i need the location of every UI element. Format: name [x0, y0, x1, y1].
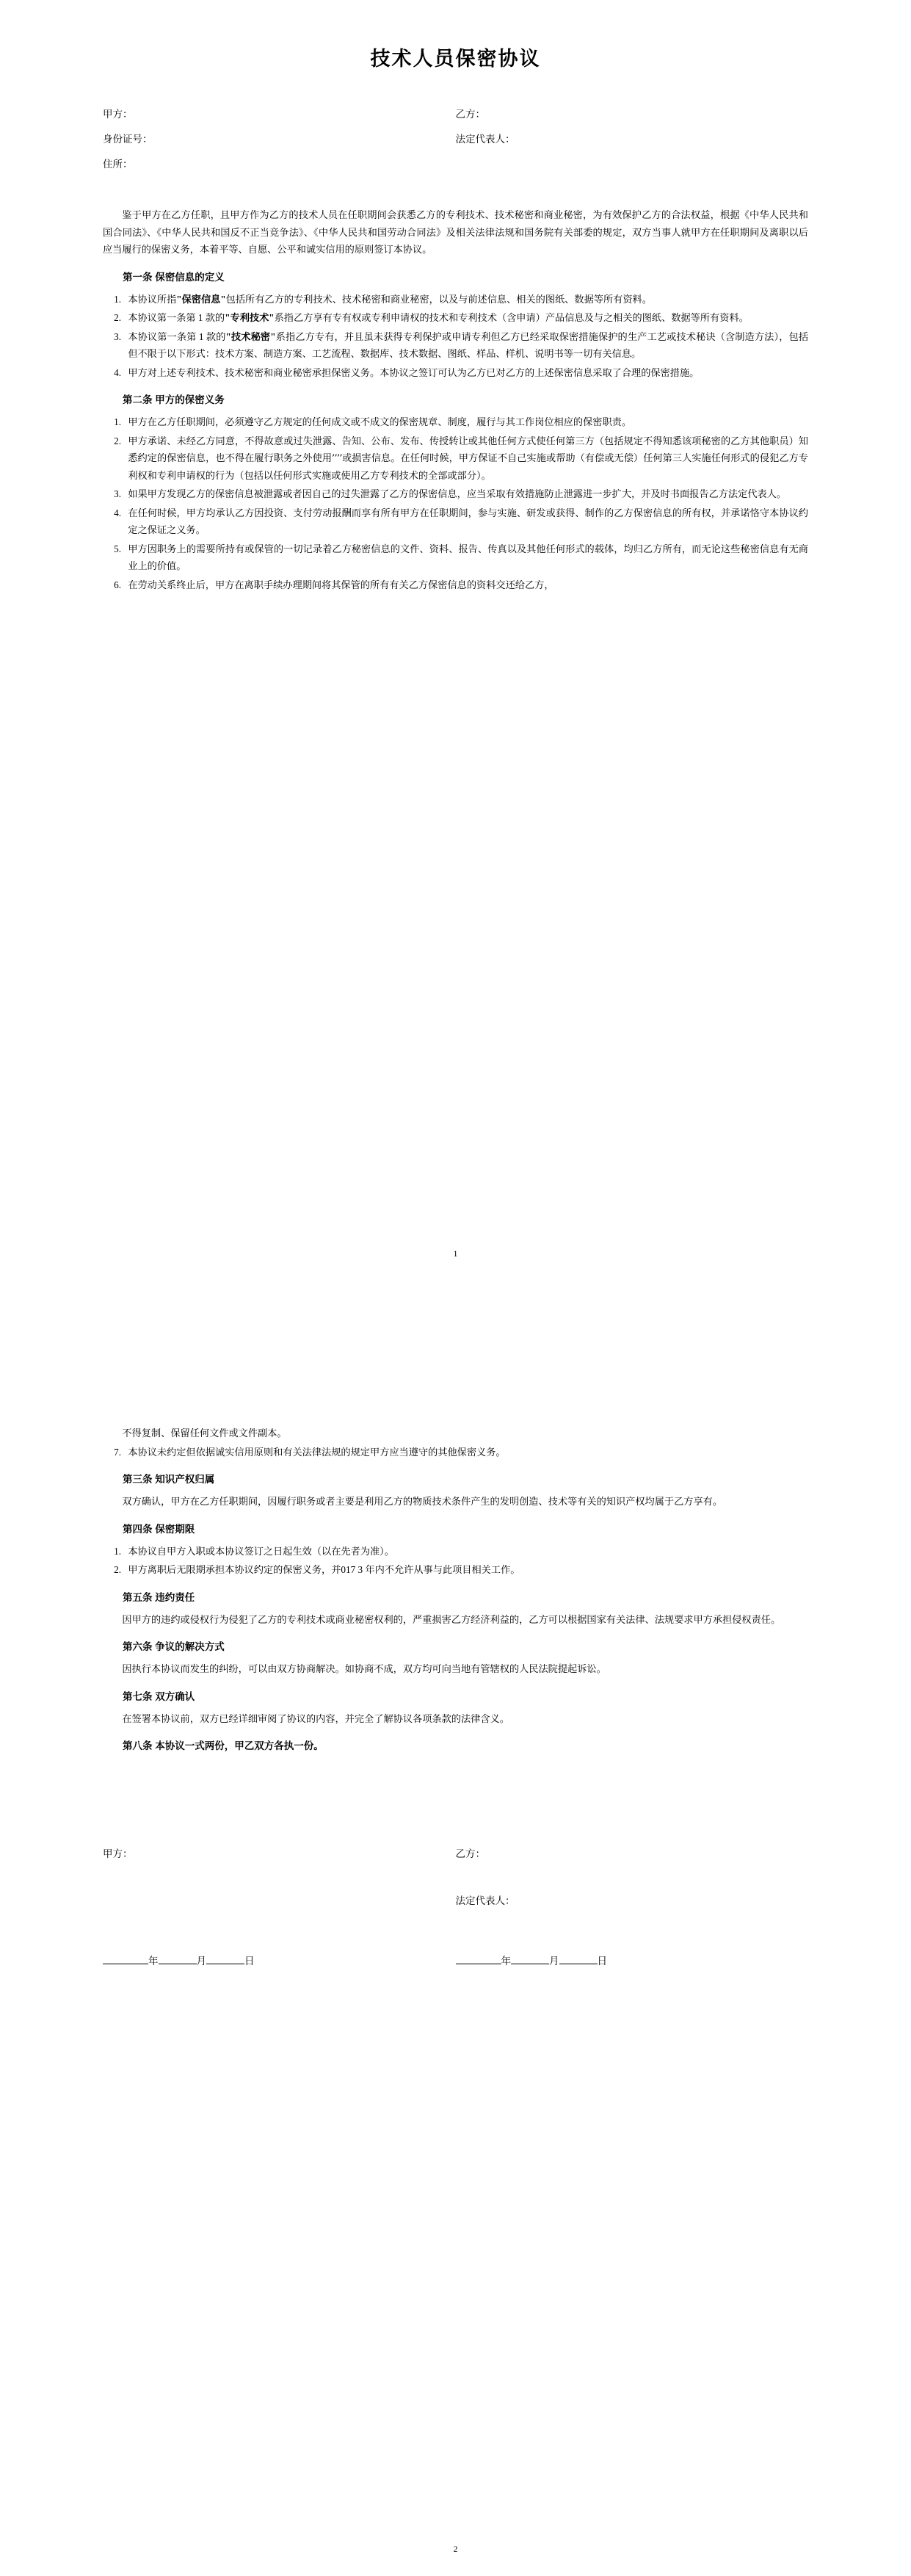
section-2-list-continued — [103, 1444, 808, 1461]
date-day-label: 日 — [597, 1955, 607, 1967]
item-text-a: 在劳动关系终止后，甲方在离职手续办理期间将其保管的所有有关乙方保密信息的资料交还给乙方， — [128, 579, 554, 590]
item-text-b: "保密信息" — [176, 293, 226, 305]
list-item — [103, 364, 808, 382]
item-text-c: 系指乙方享有专有权或专利申请权的技术和专利技术（含申请）产品信息及与之相关的图纸、数据等所有资料。 — [274, 312, 749, 323]
signature-row-legal-rep — [103, 1890, 808, 1912]
item-number: 2. — [114, 435, 122, 446]
list-item — [103, 413, 808, 431]
date-month-label: 月 — [196, 1955, 206, 1967]
section-8-heading: 第八条 本协议一式两份，甲乙双方各执一份。 — [123, 1740, 324, 1751]
party-header-block — [103, 105, 808, 174]
item-text-b: "专利技术" — [225, 312, 275, 323]
section-7 — [103, 1688, 808, 1728]
date-party-a — [103, 1952, 456, 1971]
list-item — [103, 328, 808, 363]
section-4-heading: 第四条 保密期限 — [123, 1523, 195, 1535]
item-text-a: 甲方对上述专利技术、技术秘密和商业秘密承担保密义务。本协议之签订可认为乙方已对乙方的上述保密信息采取了合理的保密措施。 — [128, 366, 700, 378]
item-number: 6. — [114, 579, 122, 590]
preamble-paragraph: 鉴于甲方在乙方任职，且甲方作为乙方的技术人员在任职期间会获悉乙方的专利技术、技术秘密和商业秘密，为有效保护乙方的合法权益，根据《中华人民共和国合同法》、《中华人民共和国反不正当竞争法》、《中华人民共和国劳动合同法》及相关法律法规和国务院有关部委的规定，双方当事人就甲方在任职期间及离职以后应当履行的保密义务，本着平等、自愿、公平和诚实信用的原则签订本协议。 — [103, 209, 808, 255]
section-3 — [103, 1471, 808, 1510]
item-text-a: 甲方离职后无限期承担本协议约定的保密义务，并017 3 年内不允许从事与此项目相关工作。 — [128, 1564, 520, 1575]
section-6-paragraph: 因执行本协议而发生的纠纷，可以由双方协商解决。如协商不成，双方均可向当地有管辖权的人民法院提起诉讼。 — [122, 1663, 606, 1674]
section-6 — [103, 1638, 808, 1678]
section-1-heading: 第一条 保密信息的定义 — [123, 271, 225, 283]
section-5-heading: 第五条 违约责任 — [123, 1591, 195, 1603]
party-a-id-label: 身份证号： — [103, 134, 153, 145]
party-a-address-label: 住所： — [103, 159, 133, 170]
item-text-c: 包括所有乙方的专利技术、技术秘密和商业秘密，以及与前述信息、相关的图纸、数据等所有资料。 — [225, 293, 652, 305]
item-number: 4. — [114, 507, 122, 518]
date-year-label: 年 — [501, 1955, 511, 1967]
item-number: 1. — [114, 416, 122, 427]
item-text-a: 甲方在乙方任职期间，必须遵守乙方规定的任何成文或不成文的保密规章、制度，履行与其工作岗位相应的保密职责。 — [128, 416, 632, 427]
signature-legal-rep-label: 法定代表人： — [455, 1895, 515, 1906]
item-text-a: 本协议第一条第 1 款的 — [128, 330, 226, 342]
item-number: 2. — [114, 1564, 122, 1575]
document-page-2 — [0, 1300, 911, 2576]
section-1 — [103, 269, 808, 382]
page-number-2: 2 — [453, 2545, 458, 2554]
party-row-address — [103, 155, 808, 174]
item-number: 3. — [114, 488, 122, 499]
signature-date-row — [103, 1952, 808, 1971]
party-a-label: 甲方： — [103, 109, 133, 120]
party-b-legal-rep-label: 法定代表人： — [455, 134, 515, 145]
item-number: 2. — [114, 312, 122, 323]
page-number-1: 1 — [453, 1250, 458, 1259]
list-item — [103, 433, 808, 485]
page-title: 技术人员保密协议 — [370, 48, 541, 70]
item-number: 5. — [114, 543, 122, 554]
section-8 — [103, 1737, 808, 1755]
item-text-b: "技术秘密" — [225, 330, 276, 342]
item-text-a: 甲方承诺、未经乙方同意，不得故意或过失泄露、告知、公布、发布、传授转让或其他任何方式使任何第三方（包括规定不得知悉该项秘密的乙方其他职员）知悉约定的保密信息，也不得在履行职务之外使用՚՚՚՚或损害信息。在任何时候，甲方保证不自己实施或帮助（有偿或无偿）任何第三人实施任何形式的侵犯乙方专利权和专利申请权的行为（包括以任何形式实施或使用乙方专利技术的全部或部分）。 — [128, 435, 808, 481]
signature-spacer — [103, 1890, 456, 1912]
signature-block — [103, 1843, 808, 1971]
section-2-heading: 第二条 甲方的保密义务 — [123, 394, 225, 405]
item-text-a: 本协议第一条第 1 款的 — [128, 312, 225, 323]
item-number: 1. — [114, 1545, 122, 1557]
section-1-list — [103, 291, 808, 382]
section-2-list — [103, 413, 808, 593]
date-party-b — [456, 1952, 809, 1971]
item-text-a: 甲方因职务上的需要所持有或保管的一切记录着乙方秘密信息的文件、资料、报告、传真以及其他任何形式的载体，均归乙方所有，而无论这些秘密信息有无商业上的价值。 — [128, 543, 808, 571]
item-text-a: 在任何时候，甲方均承认乙方因投资、支付劳动报酬而享有所有甲方在任职期间，参与实施、研发或获得、制作的乙方保密信息的所有权，并承诺恪守本协议约定之保证之义务。 — [128, 507, 808, 535]
item-number: 1. — [114, 293, 122, 305]
list-item — [103, 504, 808, 539]
signature-gap — [103, 1865, 808, 1890]
item-number: 4. — [114, 366, 122, 378]
item-text-a: 如果甲方发现乙方的保密信息被泄露或者因自己的过失泄露了乙方的保密信息，应当采取有效措施防止泄露进一步扩大，并及时书面报告乙方法定代表人。 — [128, 488, 787, 499]
section-4 — [103, 1521, 808, 1579]
party-row-ids — [103, 130, 808, 149]
list-item — [103, 1543, 808, 1560]
list-item — [103, 576, 808, 594]
list-item — [103, 485, 808, 503]
continued-line: 不得复制、保留任何文件或文件副本。 — [122, 1428, 287, 1439]
item-text-a: 本协议未约定但依据诚实信用原则和有关法律法规的规定甲方应当遵守的其他保密义务。 — [128, 1446, 506, 1458]
party-row-names — [103, 105, 808, 124]
section-6-heading: 第六条 争议的解决方式 — [123, 1641, 225, 1652]
item-number: 3. — [114, 330, 122, 342]
date-month-label: 月 — [549, 1955, 559, 1967]
item-text-a: 本协议自甲方入职或本协议签订之日起生效（以在先者为准）。 — [128, 1545, 394, 1557]
section-2 — [103, 391, 808, 593]
section-5-paragraph: 因甲方的违约或侵权行为侵犯了乙方的专利技术或商业秘密权利的，严重损害乙方经济利益的，乙方可以根据国家有关法律、法规要求甲方承担侵权责任。 — [122, 1613, 781, 1625]
section-7-heading: 第七条 双方确认 — [123, 1690, 195, 1702]
list-item — [103, 540, 808, 575]
item-number: 7. — [114, 1446, 122, 1458]
date-year-label: 年 — [148, 1955, 159, 1967]
list-item — [103, 1444, 808, 1461]
section-7-paragraph: 在签署本协议前，双方已经详细审阅了协议的内容，并完全了解协议各项条款的法律含义。 — [122, 1712, 509, 1724]
item-text-a: 本协议所指 — [128, 293, 177, 305]
list-item — [103, 291, 808, 308]
signature-row-names — [103, 1843, 808, 1865]
list-item — [103, 309, 808, 327]
list-item — [103, 1561, 808, 1579]
signature-party-a-label: 甲方： — [103, 1848, 133, 1859]
party-b-label: 乙方： — [455, 109, 485, 120]
section-3-heading: 第三条 知识产权归属 — [123, 1474, 215, 1485]
date-day-label: 日 — [244, 1955, 255, 1967]
section-3-paragraph: 双方确认，甲方在乙方任职期间，因履行职务或者主要是利用乙方的物质技术条件产生的发明创造、技术等有关的知识产权均属于乙方享有。 — [122, 1496, 723, 1507]
signature-party-b-label: 乙方： — [455, 1848, 485, 1859]
section-4-list — [103, 1543, 808, 1579]
party-b-address-spacer — [456, 155, 809, 174]
item-text-c: 系指乙方专有，并且虽未获得专利保护或申请专利但乙方已经采取保密措施保护的生产工艺或技术秘诀（含制造方法），包括但不限于以下形式：技术方案、制造方案、工艺流程、数据库、技术数据、图纸、样品、样机、说明书等一切有关信息。 — [128, 330, 808, 359]
section-5 — [103, 1589, 808, 1629]
